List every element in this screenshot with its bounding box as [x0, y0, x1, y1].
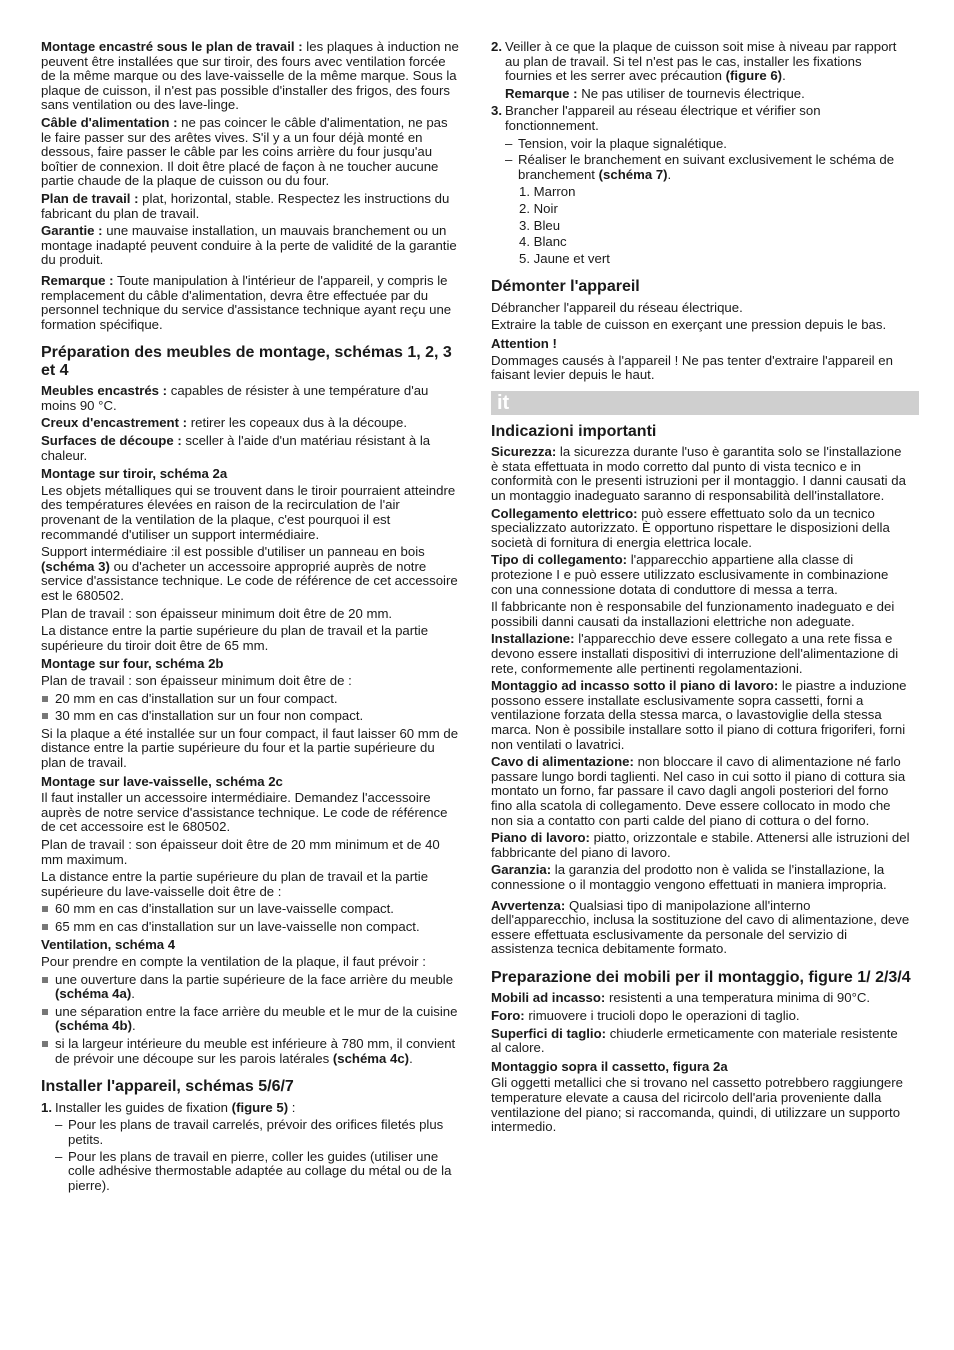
list-item: 4. Blanc — [519, 234, 567, 250]
list-item: 60 mm en cas d'installation sur un lave-vaisselle compact. — [41, 902, 461, 917]
step-2: 2. Veiller à ce que la plaque de cuisson soit mise à niveau par rapport au plan de travail. Si tel n'est pas le cas, installer les fixations fournies et les serrer avec précaution (figure 6). — [491, 39, 897, 84]
heading-attention: Attention ! — [491, 336, 557, 351]
step-3: 3. Brancher l'appareil au réseau électrique et vérifier son fonctionnement. — [491, 103, 821, 133]
paragraph-ventilation: Pour prendre en compte la ventilation de la plaque, il faut prévoir : — [41, 954, 426, 970]
list-item: 2. Noir — [519, 200, 558, 216]
paragraph-piano: Piano di lavoro: piatto, orizzontale e stabile. Attenersi alle istruzioni del fabbricante del piano di lavoro. — [491, 830, 910, 860]
paragraph-cassetto: Gli oggetti metallici che si trovano nel cassetto potrebbero raggiungere temperature elevate a causa del ricircolo dell'aria proveniente dalla ventilazione del piano; si raccomanda, quindi, di utilizzare un supporto intermedio. — [491, 1075, 903, 1135]
paragraph-avvertenza: Avvertenza: Qualsiasi tipo di manipolazione all'interno dell'apparecchio, inclusa la sostituzione del cavo di alimentazione, deve essere effettuata esclusivamente da personale del servizio di assistenza tecnica debitamente formato. — [491, 897, 910, 957]
paragraph-tiroir-4: La distance entre la partie supérieure du plan de travail et la partie supérieure du tiroir doit être de 65 mm. — [41, 623, 429, 653]
list-item: 3. Bleu — [519, 217, 561, 233]
list-step-1 — [55, 1118, 461, 1193]
paragraph-lave-1: Il faut installer un accessoire intermédiaire. Demandez l'accessoire auprès de notre service d'assistance technique. Le code de référence de cet accessoire est le 680502. — [41, 790, 448, 835]
paragraph-installazione: Installazione: l'apparecchio deve essere collegato a una rete fissa e devono essere installati dispositivi di interruzione dell'alimentazione di rete, conformemente alle pertinenti regolamentazioni. — [491, 631, 899, 676]
paragraph-foro: Foro: rimuovere i trucioli dopo le operazioni di taglio. — [491, 1007, 800, 1023]
right-column — [491, 40, 911, 1138]
heading-indicazioni: Indicazioni importanti — [491, 422, 657, 440]
paragraph-garantie: Garantie : une mauvaise installation, un mauvais branchement ou un montage inadapté peuvent conduire à la perte de validité de la garantie du produit. — [41, 223, 457, 268]
paragraph-lave-2: Plan de travail : son épaisseur doit être de 20 mm minimum et de 40 mm maximum. — [41, 836, 440, 867]
heading-four: Montage sur four, schéma 2b — [41, 656, 224, 672]
list-wire-colors — [519, 185, 911, 266]
paragraph-garanzia: Garanzia: la garanzia del prodotto non è valida se l'installazione, la connessione o il montaggio vengono effettuati in maniera impropria. — [491, 862, 887, 892]
list-item: – Tension, voir la plaque signalétique. — [505, 137, 911, 152]
paragraph-tiroir-2: Support intermédiaire :il est possible d'utiliser un panneau en bois (schéma 3) ou d'acheter un accessoire approprié auprès de notre service d'assistance technique. Le code de référence de cet accessoire est le 680502. — [41, 544, 458, 603]
paragraph-demonter-1: Débrancher l'appareil du réseau électrique. — [491, 299, 743, 315]
list-item: 30 mm en cas d'installation sur un four non compact. — [41, 709, 461, 724]
paragraph-tipo: Tipo di collegamento: l'apparecchio appartiene alla classe di protezione I e può essere utilizzato esclusivamente in combinazione con una connessione dotata di conduttore di messa a terra. — [491, 552, 889, 597]
heading-preparazione: Preparazione dei mobili per il montaggio, figure 1/ 2/3/4 — [491, 968, 911, 986]
heading-cassetto: Montaggio sopra il cassetto, figura 2a — [491, 1058, 728, 1074]
list-item: – Réaliser le branchement en suivant exclusivement le schéma de branchement (schéma 7). — [505, 153, 911, 182]
list-item: – Pour les plans de travail en pierre, coller les guides (utiliser une colle adhésive thermostable adaptée au collage du métal ou de la pierre). — [55, 1150, 461, 1194]
paragraph-mobili: Mobili ad incasso: resistenti a una temperatura minima di 90°C. — [491, 990, 871, 1006]
paragraph-sicurezza: Sicurezza: la sicurezza durante l'uso è garantita solo se l'installazione è stata effettuata in modo corretto dal punto di vista tecnico e in conformità con le presenti istruzioni per il montaggio. I danni causati da un montaggio inadeguato saranno di responsabilità dell'installatore. — [491, 444, 906, 504]
paragraph-meubles: Meubles encastrés : capables de résister à une température d'au moins 90 °C. — [41, 383, 429, 413]
list-item: 65 mm en cas d'installation sur un lave-vaisselle non compact. — [41, 920, 461, 935]
list-item: 5. Jaune et vert — [519, 250, 610, 266]
language-bar-it: it — [491, 391, 919, 415]
paragraph-remarque: Remarque : Toute manipulation à l'intérieur de l'appareil, y compris le remplacement du câble d'alimentation, devra être effectuée par du personnel technique du service d'assistance technique ayant reçu une formation spécifique. — [41, 272, 452, 332]
list-ventilation — [41, 973, 461, 1067]
paragraph-montaggio-incasso: Montaggio ad incasso sotto il piano di lavoro: le piastre a induzione possono essere installate esclusivamente sopra cassetti, forni a ventilazione forzata della stessa marca, o lavastoviglie della stessa marca. Non è possibile installare sotto il piano di cottura frigoriferi, forni non ventilati o lavatrici. — [491, 678, 907, 752]
heading-demonter: Démonter l'appareil — [491, 278, 640, 296]
paragraph-four-2: Si la plaque a été installée sur un four compact, il faut laisser 60 mm de distance entre la partie supérieure du four et la partie supérieure du plan de travail. — [41, 725, 459, 770]
paragraph-four-1: Plan de travail : son épaisseur minimum doit être de : — [41, 672, 352, 688]
paragraph-collegamento: Collegamento elettrico: può essere effettuato solo da un tecnico specializzato autorizzato. È opportuno rispettare le disposizioni della società di fornitura di energia elettrica locale. — [491, 505, 890, 550]
paragraph-attention: Dommages causés à l'appareil ! Ne pas tenter d'extraire l'appareil en faisant levier depuis le haut. — [491, 352, 893, 383]
paragraph-demonter-2: Extraire la table de cuisson en exerçant une pression depuis le bas. — [491, 317, 887, 333]
paragraph-plan-de-travail: Plan de travail : plat, horizontal, stable. Respectez les instructions du fabricant du plan de travail. — [41, 190, 450, 221]
heading-preparation: Préparation des meubles de montage, schémas 1, 2, 3 et 4 — [41, 344, 452, 379]
step-1: 1. Installer les guides de fixation (figure 5) : — [41, 1099, 296, 1115]
left-column — [41, 40, 461, 1196]
paragraph-creux: Creux d'encastrement : retirer les copeaux dus à la découpe. — [41, 415, 407, 431]
list-four — [41, 692, 461, 724]
paragraph-montage-encastre: Montage encastré sous le plan de travail : les plaques à induction ne peuvent être installées que sur tiroir, des fours avec ventilation forcée de la même marque ou des lave-vaisselle de la même marque. Sous la plaque de cuisson, il n'est pas possible d'installer des frigos, des fours sans ventilation ou des lave-linge. — [41, 39, 459, 113]
list-item: 1. Marron — [519, 184, 576, 200]
list-lave — [41, 902, 461, 934]
paragraph-tiroir-3: Plan de travail : son épaisseur minimum doit être de 20 mm. — [41, 605, 393, 621]
paragraph-surfaces: Surfaces de découpe : sceller à l'aide d'un matériau résistant à la chaleur. — [41, 433, 431, 463]
list-step-3 — [505, 137, 911, 183]
heading-tiroir: Montage sur tiroir, schéma 2a — [41, 466, 228, 482]
heading-lave-vaisselle: Montage sur lave-vaisselle, schéma 2c — [41, 773, 283, 789]
list-item: si la largeur intérieure du meuble est inférieure à 780 mm, il convient de prévoir une découpe sur les parois latérales (schéma 4c). — [41, 1037, 461, 1066]
list-item: – Pour les plans de travail carrelés, prévoir des orifices filetés plus petits. — [55, 1118, 461, 1147]
heading-ventilation: Ventilation, schéma 4 — [41, 937, 176, 953]
heading-installer: Installer l'appareil, schémas 5/6/7 — [41, 1078, 294, 1096]
paragraph-cable: Câble d'alimentation : ne pas coincer le câble d'alimentation, ne pas le faire passer sur des arêtes vives. S'il y a un four déjà monté en dessous, faire passer le câble par les coins arrière du four jusqu'au boîtier de connexion. Il doit être placé de façon à ne toucher aucune partie chaude de la plaque de cuisson ou du four. — [41, 114, 448, 189]
paragraph-lave-3: La distance entre la partie supérieure du plan de travail et la partie supérieure du lave-vaisselle doit être de : — [41, 869, 429, 899]
paragraph-tiroir-1: Les objets métalliques qui se trouvent dans le tiroir pourraient atteindre des températures élevées en raison de la recirculation de l'air provenant de la ventilation de la plaque, c'est pourquoi il est recommandé d'utiliser un support intermédiaire. — [41, 482, 456, 542]
list-item: 20 mm en cas d'installation sur un four compact. — [41, 692, 461, 707]
list-item: une séparation entre la face arrière du meuble et le mur de la cuisine (schéma 4b). — [41, 1005, 461, 1034]
paragraph-cavo: Cavo di alimentazione: non bloccare il cavo di alimentazione né farlo passare lungo bordi taglienti. Nel caso in cui sotto il piano di cottura sia montato un forno, far passare il cavo dagli angoli posteriori del forno fino alla scatola di collegamento. Deve essere collocato in modo che non sia a contatto con parti calde del piano di cottura o del forno. — [491, 754, 906, 828]
paragraph-remarque-step-2: Remarque : Ne pas utiliser de tournevis électrique. — [505, 85, 805, 101]
paragraph-superfici: Superfici di taglio: chiuderle ermeticamente con materiale resistente al calore. — [491, 1025, 898, 1056]
paragraph-fabbricante: Il fabbricante non è responsabile del funzionamento inadeguato e dei possibili danni causati da installazioni elettriche non adeguate. — [491, 599, 895, 629]
list-item: une ouverture dans la partie supérieure de la face arrière du meuble (schéma 4a). — [41, 973, 461, 1002]
